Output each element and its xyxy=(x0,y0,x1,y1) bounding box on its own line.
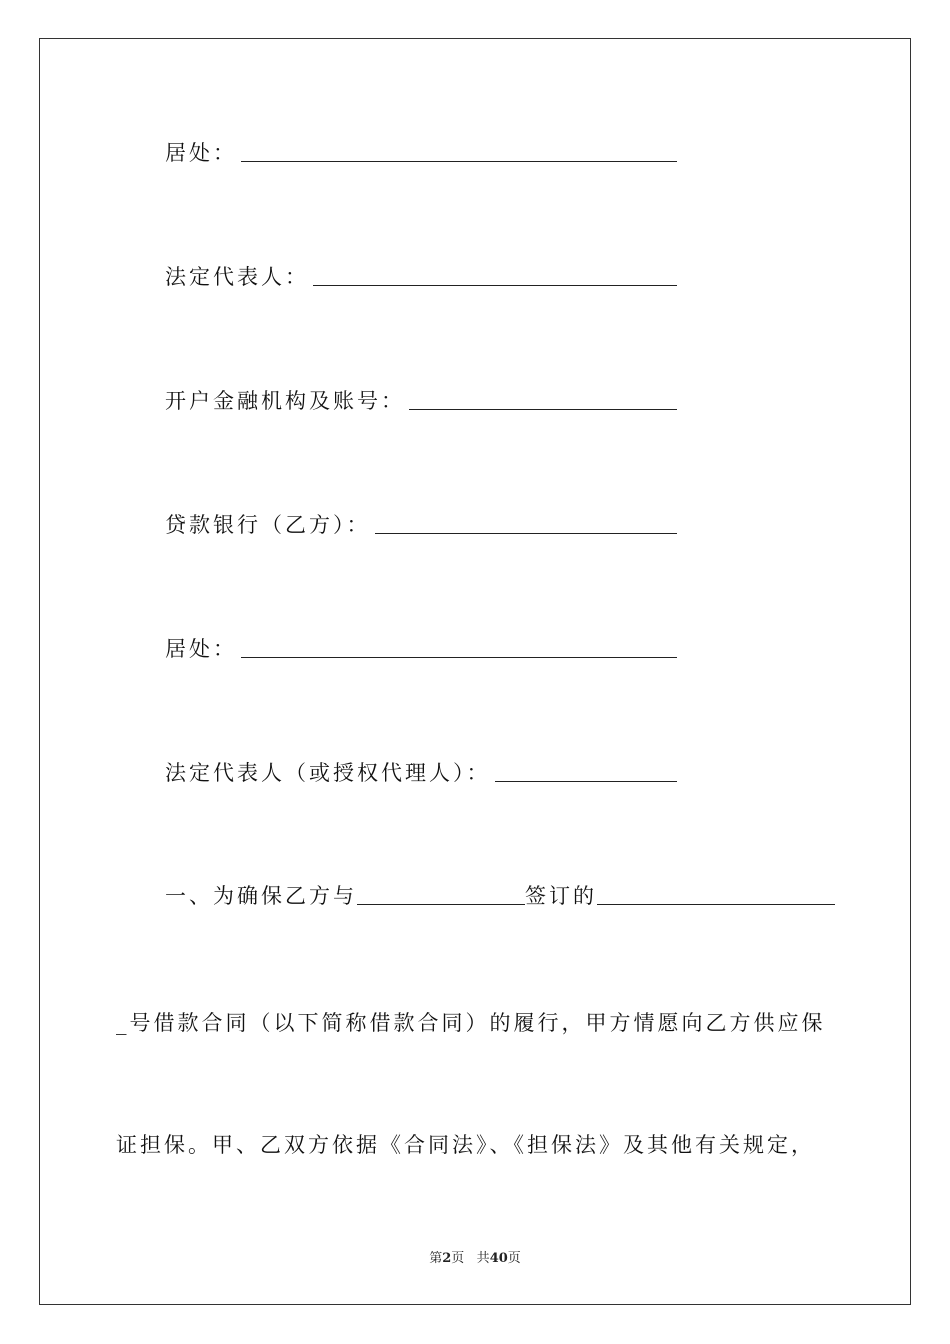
authorized-agent-label: 法定代表人（或授权代理人）： xyxy=(165,761,491,785)
lending-bank-blank[interactable] xyxy=(375,533,678,534)
authorized-agent-field xyxy=(165,748,677,784)
page-number: 2 xyxy=(442,1251,452,1266)
legal-representative-label: 法定代表人： xyxy=(165,265,309,289)
bank-account-field xyxy=(165,376,677,412)
paragraph-line-3: 证担保。甲、乙双方依据《合同法》、《担保法》及其他有关规定， xyxy=(116,1133,815,1157)
page-prefix: 第 xyxy=(429,1251,443,1266)
residence-blank[interactable] xyxy=(241,161,677,162)
lending-bank-label: 贷款银行（乙方）： xyxy=(165,513,371,537)
paragraph-line-1 xyxy=(165,886,835,907)
residence-field-1 xyxy=(165,128,677,164)
lending-bank-field xyxy=(165,500,677,536)
legal-representative-blank[interactable] xyxy=(313,285,677,286)
bank-account-label: 开户金融机构及账号： xyxy=(165,389,405,413)
counterparty-blank[interactable] xyxy=(357,903,525,905)
page-footer xyxy=(0,1247,950,1266)
residence-label: 居处： xyxy=(165,141,237,165)
page-frame xyxy=(39,38,911,1305)
residence-field-2 xyxy=(165,624,677,660)
paragraph-line-2: _号借款合同（以下简称借款合同）的履行，甲方情愿向乙方供应保 xyxy=(116,1011,826,1035)
contract-number-blank[interactable] xyxy=(597,903,835,905)
bank-account-blank[interactable] xyxy=(409,409,677,410)
paragraph-line-1-part2: 签订的 xyxy=(525,884,597,908)
total-prefix: 共 xyxy=(476,1251,490,1266)
total-suffix: 页 xyxy=(507,1251,521,1266)
legal-representative-field xyxy=(165,252,677,288)
total-pages: 40 xyxy=(489,1251,508,1266)
authorized-agent-blank[interactable] xyxy=(495,781,678,782)
residence-label-2: 居处： xyxy=(165,637,237,661)
page-suffix: 页 xyxy=(451,1251,465,1266)
residence-blank-2[interactable] xyxy=(241,657,677,658)
paragraph-line-1-part1: 一、为确保乙方与 xyxy=(165,884,357,908)
